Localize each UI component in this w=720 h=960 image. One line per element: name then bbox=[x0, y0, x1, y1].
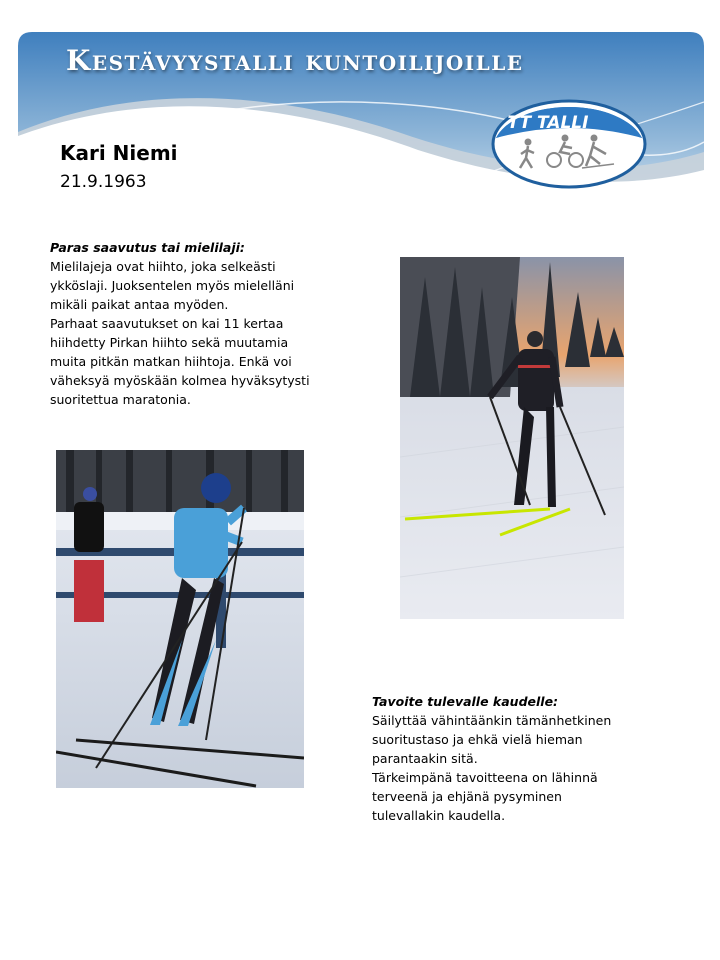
next-season-goal-heading: Tavoite tulevalle kaudelle: bbox=[372, 694, 559, 709]
best-achievement-section bbox=[50, 238, 350, 409]
next-season-goal-text: Säilyttää vähintäänkin tämänhetkinen suoritustaso ja ehkä vielä hieman parantaakin sitä. Tärkeimpänä tavoitteena on lähinnä terveenä ja ehjänä pysyminen tulevallakin kaudella. bbox=[372, 713, 612, 823]
athlete-birthdate: 21.9.1963 bbox=[60, 172, 147, 192]
best-achievement-heading: Paras saavutus tai mielilaji: bbox=[50, 240, 245, 255]
photo-racing-skier bbox=[56, 450, 304, 788]
best-achievement-text: Mielilajeja ovat hiihto, joka selkeästi ykköslaji. Juoksentelen myös mielelläni mikäli paikat antaa myöden. Parhaat saavutukset on kai 11 kertaa hiihdetty Pirkan hiihto sekä muutamia muita pitkän matkan hiihtoja. Enkä voi väheksyä myöskään kolmea hyväksytysti suoritettua maratonia. bbox=[50, 259, 310, 407]
tt-talli-logo bbox=[490, 98, 648, 190]
next-season-goal-section bbox=[372, 692, 672, 825]
logo-text: TT TALLI bbox=[507, 113, 589, 133]
page-title: Kestävyystalli kuntoilijoille bbox=[66, 44, 524, 77]
athlete-name: Kari Niemi bbox=[60, 141, 178, 165]
photo-standing-skier bbox=[400, 257, 624, 619]
